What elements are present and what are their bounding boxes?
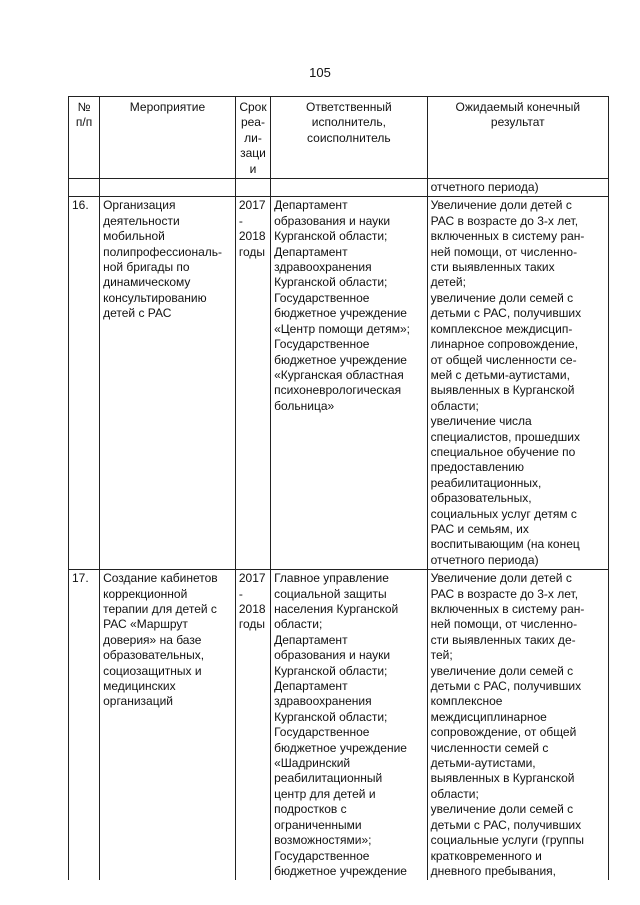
table-header-row <box>69 97 609 179</box>
cell-term: 2017 - 2018 годы <box>235 570 270 881</box>
header-responsible: Ответственный исполнитель, соисполнитель <box>271 97 428 179</box>
table-row-continuation <box>69 179 609 197</box>
cell-empty <box>271 179 428 197</box>
header-num: № п/п <box>69 97 100 179</box>
activities-table <box>68 96 609 880</box>
table-row <box>69 197 609 570</box>
cell-empty <box>69 179 100 197</box>
cell-result: Увеличение доли детей с РАС в возрасте до 3-х лет, включенных в систему ран- ней помощи, от численно- сти выявленных таких детей; увеличение доли семей с детьми с РАС, получивших комплексное междисцип- линарное сопровождение, от общей численности се- мей с детьми-аутистами, выявленных в Курганской области; увеличение числа специалистов, прошедших специальное обучение по предоставлению реабилитационных, образовательных, социальных услуг детям с РАС и семьям, их воспитывающим (на конец отчетного периода) <box>427 197 608 570</box>
cell-empty <box>100 179 236 197</box>
cell-term: 2017 - 2018 годы <box>235 197 270 570</box>
table-row <box>69 570 609 881</box>
cell-num: 16. <box>69 197 100 570</box>
cell-responsible: Департамент образования и науки Курганской области; Департамент здравоохранения Курганской области; Государственное бюджетное учреждение «Центр помощи детям»; Государственное бюджетное учреждение «Курганская областная психоневрологическая больница» <box>271 197 428 570</box>
cell-num: 17. <box>69 570 100 881</box>
cell-activity: Организация деятельности мобильной полипрофессиональ- ной бригады по динамическому консультированию детей с РАС <box>100 197 236 570</box>
header-activity: Мероприятие <box>100 97 236 179</box>
header-term: Срок реа- ли- зации <box>235 97 270 179</box>
cell-empty <box>235 179 270 197</box>
cell-result: Увеличение доли детей с РАС в возрасте до 3-х лет, включенных в систему ран- ней помощи, от численно- сти выявленных таких де- тей; увеличение доли семей с детьми с РАС, получивших комплексное междисциплинарное сопровождение, от общей численности семей с детьми-аутистами, выявленных в Курганской области; увеличение доли семей с детьми с РАС, получивших социальные услуги (группы кратковременного и дневного пребывания, <box>427 570 608 881</box>
page-number: 105 <box>309 65 331 80</box>
header-result: Ожидаемый конечный результат <box>427 97 608 179</box>
cell-responsible: Главное управление социальной защиты населения Курганской области; Департамент образования и науки Курганской области; Департамент здравоохранения Курганской области; Государственное бюджетное учреждение «Шадринский реабилитационный центр для детей и подростков с ограниченными возможностями»; Государственное бюджетное учреждение <box>271 570 428 881</box>
cell-activity: Создание кабинетов коррекционной терапии для детей с РАС «Маршрут доверия» на базе образовательных, социозащитных и медицинских организаций <box>100 570 236 881</box>
cell-result: отчетного периода) <box>427 179 608 197</box>
